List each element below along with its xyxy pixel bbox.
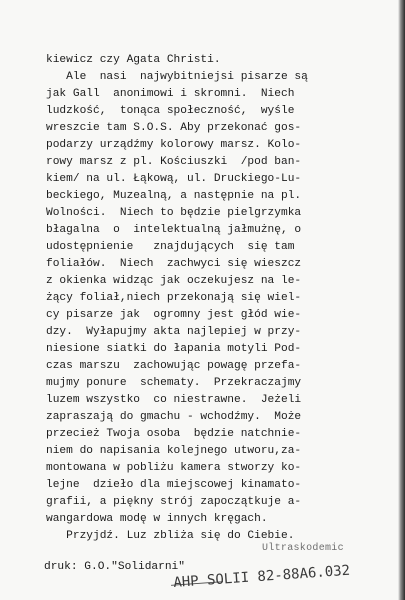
text-line: Wolności. Niech to będzie pielgrzymka	[46, 207, 302, 219]
text-line: ludzkość, tonąca społeczność, wyśle	[46, 105, 295, 117]
text-line: montowana w pobliżu kamera stworzy ko-	[46, 462, 302, 474]
text-line: zapraszają do gmachu - wchodźmy. Może	[46, 411, 302, 423]
text-line: wangardowa modę w innych kręgach.	[46, 513, 268, 525]
text-line: grafii, a piękny strój zapoczątkuje a-	[46, 496, 302, 508]
text-line: kiem/ na ul. Łąkową, ul. Druckiego-Lu-	[46, 173, 302, 185]
text-line: dzy. Wyłapujmy akta najlepiej w przy-	[46, 326, 302, 338]
text-line: żący foliał,niech przekonają się wiel-	[46, 292, 302, 304]
text-line: udostępnienie znajdujących się tam	[46, 241, 295, 253]
text-line: Przyjdź. Luz zbliża się do Ciebie.	[46, 530, 295, 542]
text-line: czas marszu zachowując powagę przefa-	[46, 360, 302, 372]
text-line: przecież Twoja osoba będzie natchnie-	[46, 428, 302, 440]
printer-credit: druk: G.O."Solidarni"	[44, 561, 185, 573]
archive-stamp: AHP SOLII 82-88A6.032	[172, 562, 351, 591]
text-line: lejne dzieło dla miejscowej kinamato-	[46, 479, 302, 491]
text-line: podarzy urządźmy kolorowy marsz. Kolo-	[46, 139, 302, 151]
text-line: foliałów. Niech zachwyci się wieszcz	[46, 258, 302, 270]
text-line: cy pisarze jak ogromny jest głód wie-	[46, 309, 302, 321]
text-line: niem do napisania kolejnego utworu,za-	[46, 445, 302, 457]
text-line: błagalna o intelektualną jałmużnę, o	[46, 224, 302, 236]
text-line: mujmy ponure schematy. Przekraczajmy	[46, 377, 302, 389]
text-line: z okienka widząc jak oczekujesz na le-	[46, 275, 302, 287]
text-line: niesione siatki do łapania motyli Pod-	[46, 343, 302, 355]
text-line: jak Gall anonimowi i skromni. Niech	[46, 88, 295, 100]
text-line: Ale nasi najwybitniejsi pisarze są	[46, 71, 308, 83]
signature: Ultraskodemic	[262, 543, 344, 554]
text-line: kiewicz czy Agata Christi.	[46, 54, 221, 66]
text-line: beckiego, Muzealną, a następnie na pl.	[46, 190, 302, 202]
text-line: rowy marsz z pl. Kościuszki /pod ban-	[46, 156, 302, 168]
text-line: luzem wszystko co niestrawne. Jeżeli	[46, 394, 302, 406]
text-line: wreszcie tam S.O.S. Aby przekonać gos-	[46, 122, 302, 134]
